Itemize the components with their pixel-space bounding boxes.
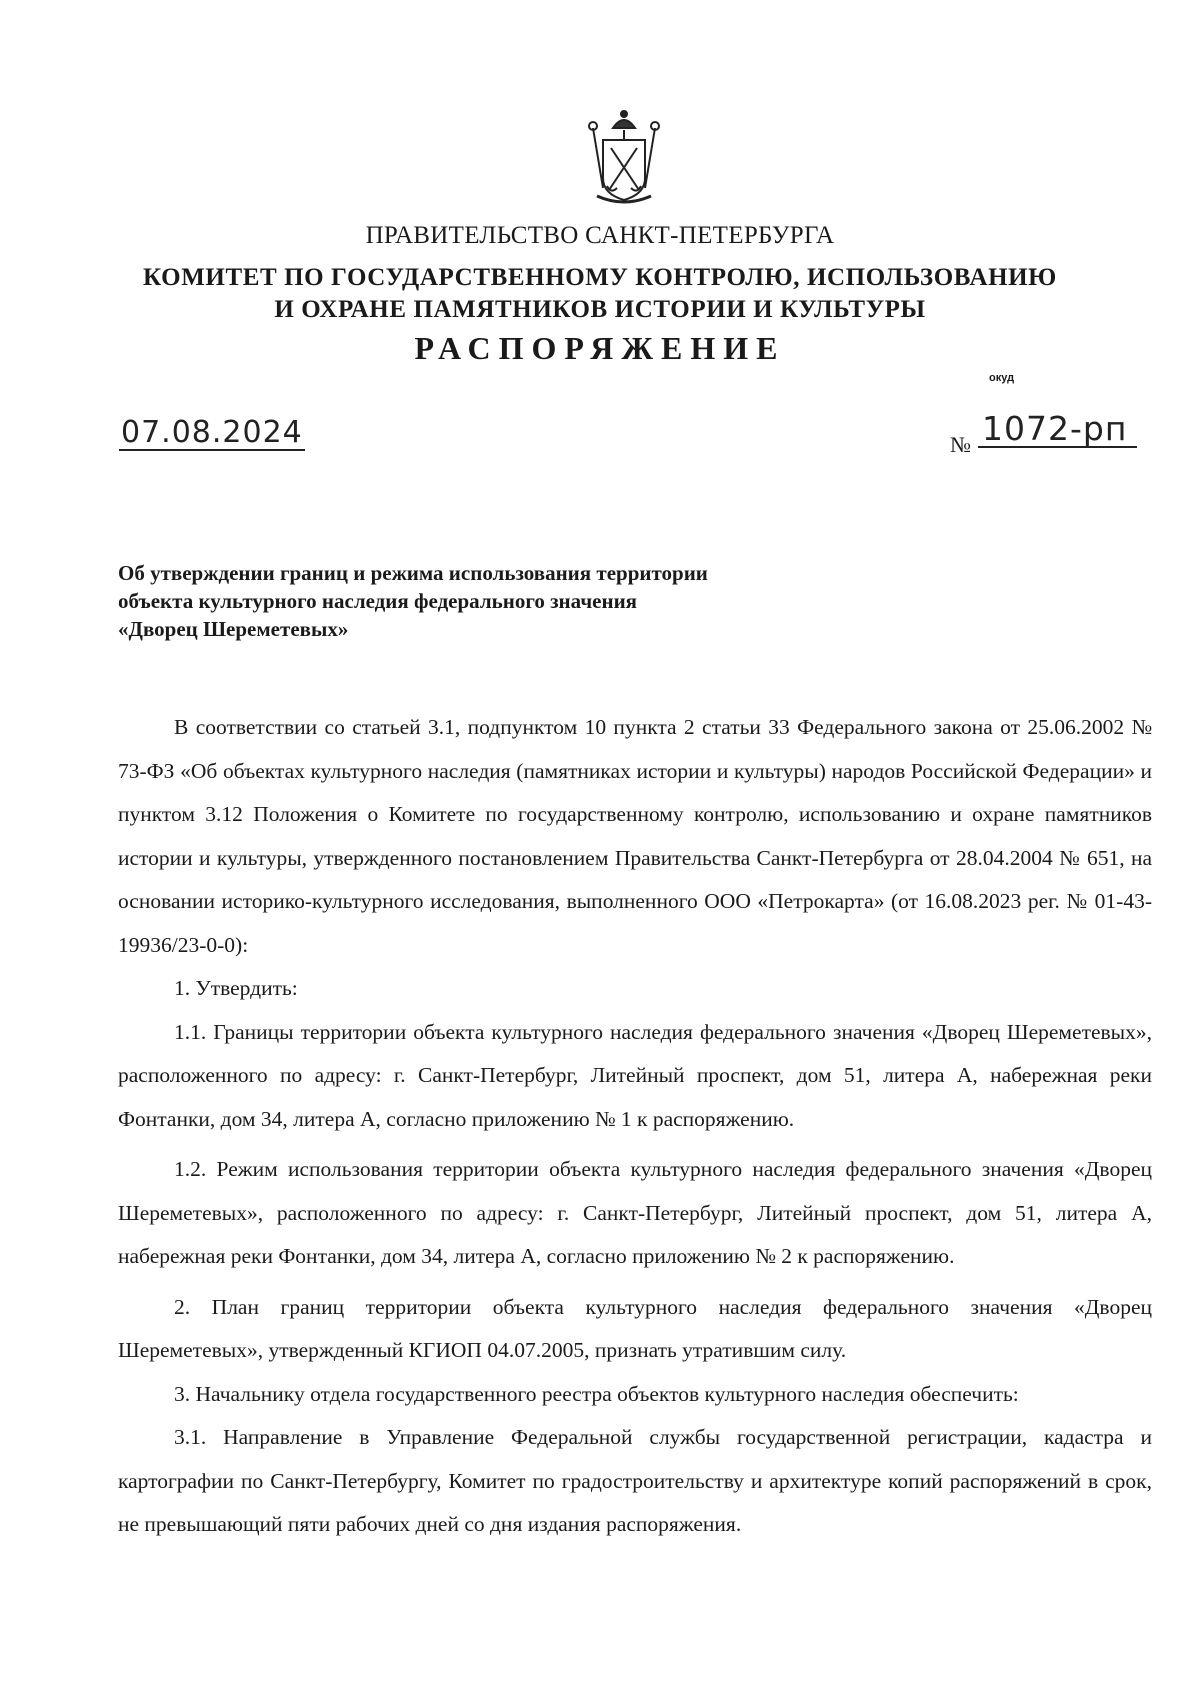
item-1: 1. Утвердить: <box>174 976 298 1000</box>
item-3: 3. Начальнику отдела государственного реестра объектов культурного наследия обеспечить: <box>174 1381 1019 1406</box>
item-3-1: 3.1. Направление в Управление Федеральной службы государственной регистрации, кадастра и картографии по Санкт-Петербургу, Комитет по градостроительству и архитектуре копий распоряжений в срок, не превышающий пяти рабочих дней со дня издания распоряжения. <box>118 1425 1152 1536</box>
item-2: 2. План границ территории объекта культурного наследия федерального значения «Дворец Шереметевых», утвержденный КГИОП 04.07.2005, признать утратившим силу. <box>118 1294 1152 1362</box>
committee-title-line1: КОМИТЕТ ПО ГОСУДАРСТВЕННОМУ КОНТРОЛЮ, ИСПОЛЬЗОВАНИЮ <box>143 264 1057 291</box>
order-number-label: № <box>950 432 971 457</box>
subject-line-2: объекта культурного наследия федерального значения <box>118 589 638 613</box>
okud-label: окуд <box>989 372 1015 384</box>
coat-of-arms-icon <box>583 108 665 208</box>
order-body <box>118 706 1152 1547</box>
order-number: 1072-рп <box>978 412 1137 448</box>
government-title: ПРАВИТЕЛЬСТВО САНКТ-ПЕТЕРБУРГА <box>365 222 835 249</box>
order-date: 07.08.2024 <box>121 415 303 450</box>
item-1-1: 1.1. Границы территории объекта культурного наследия федерального значения «Дворец Шереметевых», расположенного по адресу: г. Санкт-Петербург, Литейный проспект, дом 51, литера А, набережная реки Фонтанки, дом 34, литера А, согласно приложению № 1 к распоряжению. <box>118 1019 1152 1131</box>
committee-title <box>0 262 1200 326</box>
document-type-title: РАСПОРЯЖЕНИЕ <box>414 330 786 366</box>
subject-line-3: «Дворец Шереметевых» <box>118 617 349 641</box>
committee-title-line2: И ОХРАНЕ ПАМЯТНИКОВ ИСТОРИИ И КУЛЬТУРЫ <box>274 296 926 323</box>
order-subject <box>118 559 708 643</box>
subject-line-1: Об утверждении границ и режима использования территории <box>118 561 708 585</box>
preamble-paragraph: В соответствии со статьей 3.1, подпунктом 10 пункта 2 статьи 33 Федерального закона от 25.06.2002 № 73-ФЗ «Об объектах культурного наследия (памятниках истории и культуры) народов Российской Федерации» и пунктом 3.12 Положения о Комитете по государственному контролю, использованию и охране памятников истории и культуры, утвержденного постановлением Правительства Санкт-Петербурга от 28.04.2004 № 651, на основании историко-культурного исследования, выполненного ООО «Петрокарта» (от 16.08.2023 рег. № 01-43-19936/23-0-0): <box>118 715 1152 957</box>
item-1-2: 1.2. Режим использования территории объекта культурного наследия федерального значения «Дворец Шереметевых», расположенного по адресу: г. Санкт-Петербург, Литейный проспект, дом 51, литера А, набережная реки Фонтанки, дом 34, литера А, согласно приложению № 2 к распоряжению. <box>118 1157 1152 1268</box>
